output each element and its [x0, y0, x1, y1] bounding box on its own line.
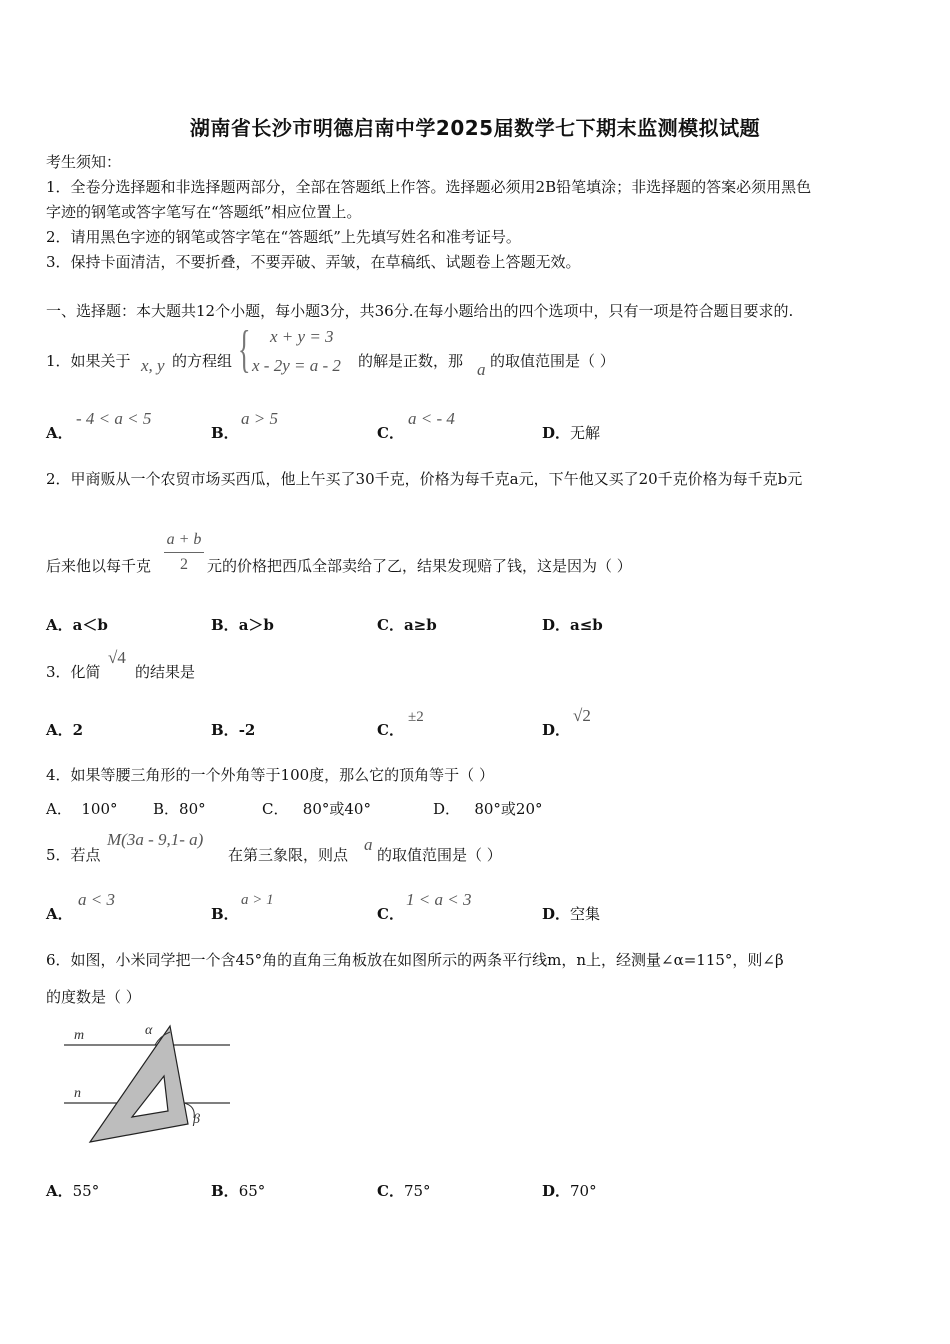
q1-a: a	[477, 360, 486, 379]
q5-option-b-value: a > 1	[241, 892, 274, 908]
q1-suffix: 的取值范围是（ ）	[490, 352, 615, 370]
q2-option-c: C．a≥b	[377, 616, 437, 634]
q6-figure	[56, 1018, 246, 1148]
notice-item-1: 1．全卷分选择题和非选择题两部分，全部在答题纸上作答。选择题必须用2B铅笔填涂；非选择题的答案必须用黑色	[46, 178, 812, 196]
q6-option-b: B．65°	[211, 1182, 266, 1200]
q1-option-c-value: a < - 4	[408, 409, 455, 428]
q3-prefix: 3．化简	[46, 663, 101, 681]
q3-suffix: 的结果是	[135, 663, 196, 681]
q2-fraction	[164, 531, 204, 574]
q1-option-a-label: A．	[46, 424, 73, 442]
notice-item-3: 3．保持卡面清洁，不要折叠，不要弄破、弄皱，在草稿纸、试题卷上答题无效。	[46, 253, 581, 271]
q6-line1: 6．如图，小米同学把一个含45°角的直角三角板放在如图所示的两条平行线m，n上，经测量∠α=115°，则∠β	[46, 951, 784, 969]
q4-option-a: A． 100°	[46, 800, 118, 818]
q3-option-c-label: C．	[377, 721, 404, 739]
q1-eq2: x - 2y = a - 2	[252, 356, 341, 375]
q1-mid2: 的解是正数，那	[358, 352, 464, 370]
q5-option-a-value: a < 3	[78, 890, 115, 909]
label-n: n	[74, 1086, 81, 1101]
q6-line2: 的度数是（ ）	[46, 988, 141, 1006]
q5-option-c-value: 1 < a < 3	[406, 890, 472, 909]
q4-option-c: C． 80°或40°	[262, 800, 371, 818]
notice-heading: 考生须知：	[46, 153, 122, 171]
q5-option-a-label: A．	[46, 905, 73, 923]
q3-option-a: A．2	[46, 721, 84, 739]
q2-frac-den: 2	[180, 556, 188, 573]
q4-option-d: D． 80°或20°	[433, 800, 543, 818]
q1-option-a-value: - 4 < a < 5	[76, 409, 152, 428]
q5-option-d: D．空集	[542, 905, 601, 923]
page-title: 湖南省长沙市明德启南中学2025届数学七下期末监测模拟试题	[189, 116, 761, 140]
q5-prefix: 5．若点	[46, 846, 101, 864]
q5-suffix: 的取值范围是（ ）	[377, 846, 502, 864]
q2-option-a: A．a＜b	[46, 616, 108, 634]
q1-option-c-label: C．	[377, 424, 404, 442]
q1-mid: 的方程组	[172, 352, 233, 370]
q6-option-d: D．70°	[542, 1182, 597, 1200]
q1-option-d: D．无解	[542, 424, 601, 442]
q2-line2-suffix: 元的价格把西瓜全部卖给了乙，结果发现赔了钱，这是因为（ ）	[207, 557, 632, 575]
q1-vars: x, y	[141, 356, 165, 375]
q1-option-b-label: B．	[211, 424, 239, 442]
q4-text: 4．如果等腰三角形的一个外角等于100度，那么它的顶角等于（ ）	[46, 766, 494, 784]
notice-item-2: 2．请用黑色字迹的钢笔或答字笔在“答题纸”上先填写姓名和准考证号。	[46, 228, 521, 246]
triangle-ruler	[90, 1026, 188, 1142]
q2-line2-prefix: 后来他以每千克	[46, 557, 152, 575]
q3-option-c-value: ±2	[408, 709, 424, 725]
q3-option-b: B．-2	[211, 721, 256, 739]
q2-option-d: D．a≤b	[542, 616, 603, 634]
q1-eq1: x + y = 3	[270, 327, 334, 346]
q3-radical: √4	[108, 648, 126, 667]
label-beta: β	[193, 1112, 200, 1127]
q1-brace: {	[238, 321, 251, 378]
q2-frac-bar	[164, 552, 204, 553]
q3-option-d-value: √2	[573, 706, 591, 725]
label-alpha: α	[145, 1023, 153, 1038]
q2-option-b: B．a＞b	[211, 616, 274, 634]
q1-option-b-value: a > 5	[241, 409, 278, 428]
q5-a: a	[364, 835, 373, 854]
notice-item-1-cont: 字迹的钢笔或答字笔写在“答题纸”相应位置上。	[46, 203, 362, 221]
q2-frac-num: a + b	[166, 531, 202, 548]
q5-option-b-label: B．	[211, 905, 239, 923]
q5-option-c-label: C．	[377, 905, 404, 923]
q4-option-b: B．80°	[153, 800, 206, 818]
q1-prefix: 1．如果关于	[46, 352, 131, 370]
q3-option-d-label: D．	[542, 721, 571, 739]
q5-mid: 在第三象限，则点	[228, 846, 349, 864]
q6-option-c: C．75°	[377, 1182, 431, 1200]
q6-option-a: A．55°	[46, 1182, 100, 1200]
section-heading: 一、选择题：本大题共12个小题，每小题3分，共36分.在每小题给出的四个选项中，只有一项是符合题目要求的.	[46, 302, 794, 320]
q2-line1: 2．甲商贩从一个农贸市场买西瓜，他上午买了30千克，价格为每千克a元，下午他又买了20千克价格为每千克b元	[46, 470, 803, 488]
label-m: m	[74, 1028, 85, 1043]
q5-point: M(3a - 9,1- a)	[107, 830, 204, 849]
